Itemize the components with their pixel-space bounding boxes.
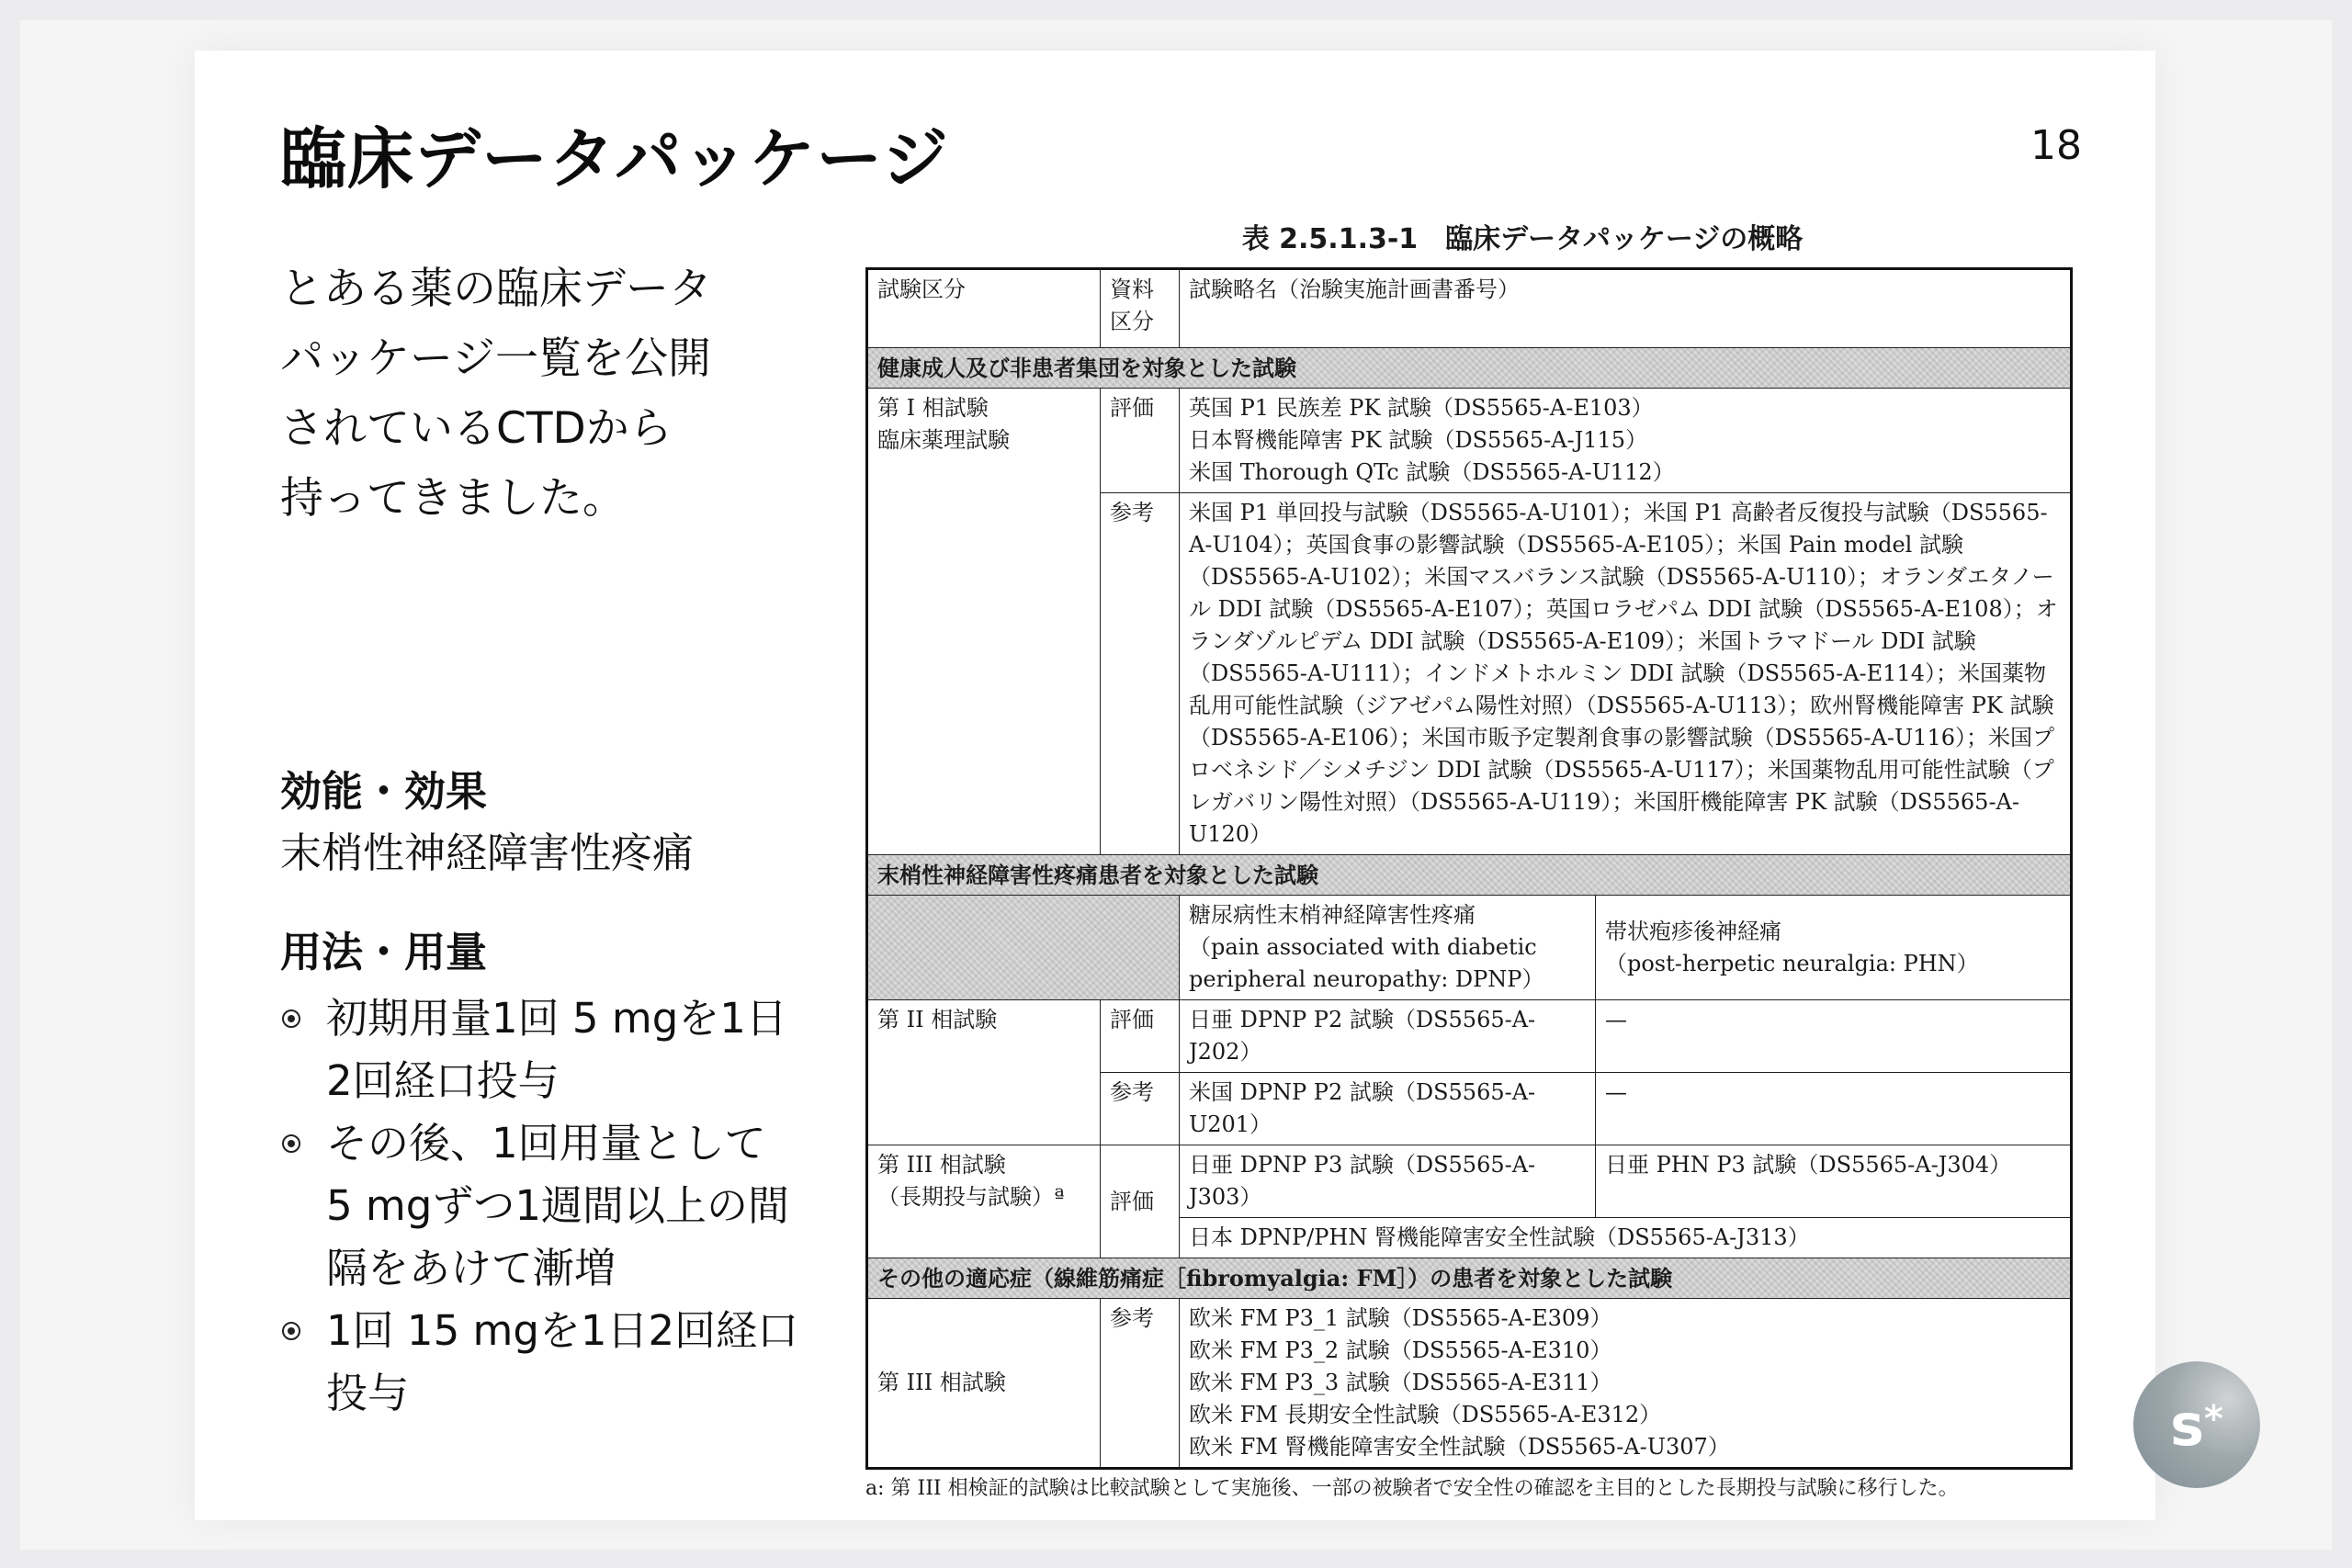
footnote-text: 第 III 相検証的試験は比較試験として実施後、一部の被験者で安全性の確認を主目的とした長期投与試験に移行した。 bbox=[890, 1477, 1959, 1500]
dosage-item bbox=[280, 1112, 850, 1300]
dosage-item bbox=[280, 1300, 850, 1425]
brand-logo-icon[interactable] bbox=[2133, 1361, 2260, 1488]
table-footnote bbox=[865, 1473, 2078, 1505]
study-item: 英国 P1 民族差 PK 試験（DS5565-A-E103） bbox=[1189, 395, 1654, 421]
data-category-cell: 評価 bbox=[1101, 389, 1180, 493]
study-item: 米国 Thorough QTc 試験（DS5565-A-U112） bbox=[1189, 459, 1675, 485]
efficacy-heading: 効能・効果 bbox=[280, 767, 488, 816]
header-text: 資料 bbox=[1110, 276, 1154, 302]
phase-cell bbox=[867, 389, 1101, 855]
indication-text: （post-herpetic neuralgia: PHN） bbox=[1605, 950, 1979, 976]
dosage-list bbox=[280, 987, 850, 1425]
header-data-category bbox=[1101, 269, 1180, 348]
scanned-table-figure bbox=[865, 216, 2087, 1505]
study-cell: — bbox=[1596, 1073, 2072, 1145]
bullet-circle-icon bbox=[282, 1322, 300, 1340]
logo-asterisk: * bbox=[2203, 1398, 2223, 1440]
hatched-empty-cell bbox=[867, 896, 1180, 1000]
dpnp-header bbox=[1180, 896, 1596, 1000]
data-category-cell: 参考 bbox=[1101, 493, 1180, 855]
indication-text: （pain associated with diabetic bbox=[1189, 934, 1537, 960]
study-list-cell bbox=[1180, 1299, 2072, 1469]
header-text: 区分 bbox=[1110, 309, 1154, 334]
study-cell: — bbox=[1596, 1000, 2072, 1073]
slide bbox=[195, 51, 2155, 1520]
table-caption: 表 2.5.1.3-1 臨床データパッケージの概略 bbox=[1241, 223, 1804, 255]
section-row bbox=[867, 348, 2072, 389]
footnote-marker: a: bbox=[865, 1477, 885, 1500]
study-cell: 日亜 PHN P3 試験（DS5565-A-J304） bbox=[1596, 1145, 2072, 1218]
study-cell: 日亜 DPNP P3 試験（DS5565-A-J303） bbox=[1180, 1145, 1596, 1218]
table-row bbox=[867, 1299, 2072, 1469]
dosage-line: 5 mgずつ1週間以上の間 bbox=[326, 1181, 789, 1230]
study-list-cell bbox=[1180, 389, 2072, 493]
study-cell: 日本 DPNP/PHN 腎機能障害安全性試験（DS5565-A-J313） bbox=[1180, 1218, 2072, 1258]
indication-text: peripheral neuropathy: DPNP） bbox=[1189, 966, 1544, 992]
phase-cell: 第 III 相試験 bbox=[867, 1299, 1101, 1469]
study-cell: 日亜 DPNP P2 試験（DS5565-A-J202） bbox=[1180, 1000, 1596, 1073]
phase-cell bbox=[867, 1145, 1101, 1258]
clinical-data-package-table bbox=[865, 267, 2073, 1470]
section-row bbox=[867, 1258, 2072, 1299]
indication-text: 糖尿病性末梢神経障害性疼痛 bbox=[1189, 902, 1476, 928]
intro-line: パッケージ一覧を公開 bbox=[280, 333, 712, 384]
header-study-name: 試験略名（治験実施計画書番号） bbox=[1180, 269, 2072, 348]
dosage-line: 1回 15 mgを1日2回経口 bbox=[326, 1306, 799, 1355]
section-title: 末梢性神経障害性疼痛患者を対象とした試験 bbox=[867, 855, 2072, 896]
study-item: 日本腎機能障害 PK 試験（DS5565-A-J115） bbox=[1189, 427, 1648, 453]
intro-line: とある薬の臨床データ bbox=[280, 264, 712, 314]
data-category-cell: 参考 bbox=[1101, 1073, 1180, 1145]
dosage-line: 2回経口投与 bbox=[326, 1056, 560, 1105]
phase-label: 第 I 相試験 bbox=[877, 395, 989, 421]
bullet-circle-icon bbox=[282, 1134, 300, 1153]
section-row bbox=[867, 855, 2072, 896]
study-list-cell: 米国 P1 単回投与試験（DS5565-A-U101）；米国 P1 高齢者反復投与試験（DS5565-A-U104）；英国食事の影響試験（DS5565-A-E105）；米国 Pain model 試験（DS5565-A-U102）；米国マスバランス試験（DS5565-A-U110）；オランダエタノール DDI 試験（DS5565-A-E107）；英国ロラゼパム DDI 試験（DS5565-A-E108）；オランダゾルピデム DDI 試験（DS5565-A-E109）；米国トラマドール DDI 試験（DS5565-A-U111）；インドメトホルミン DDI 試験（DS5565-A-E114）；米国薬物乱用可能性試験（ジアゼパム陽性対照）（DS5565-A-U113）；欧州腎機能障害 PK 試験（DS5565-A-E106）；米国市販予定製剤食事の影響試験（DS5565-A-U116）；米国プロベネシド／シメチジン DDI 試験（DS5565-A-U117）；米国薬物乱用可能性試験（プレガバリン陽性対照）（DS5565-A-U119）；米国肝機能障害 PK 試験（DS5565-A-U120） bbox=[1180, 493, 2072, 855]
section-title: 健康成人及び非患者集団を対象とした試験 bbox=[867, 348, 2072, 389]
study-item: 欧米 FM P3_1 試験（DS5565-A-E309） bbox=[1189, 1305, 1612, 1331]
data-category-cell: 評価 bbox=[1101, 1000, 1180, 1073]
indication-header-row bbox=[867, 896, 2072, 1000]
intro-text bbox=[280, 254, 795, 534]
phn-header bbox=[1596, 896, 2072, 1000]
page-number: 18 bbox=[2030, 122, 2082, 169]
section-title: その他の適応症（線維筋痛症［fibromyalgia: FM］）の患者を対象とした試験 bbox=[867, 1258, 2072, 1299]
slide-title: 臨床データパッケージ bbox=[280, 120, 949, 197]
data-category-cell: 参考 bbox=[1101, 1299, 1180, 1469]
header-study-category: 試験区分 bbox=[867, 269, 1101, 348]
table-header-row bbox=[867, 269, 2072, 348]
study-item: 欧米 FM 長期安全性試験（DS5565-A-E312） bbox=[1189, 1402, 1662, 1427]
dosage-heading: 用法・用量 bbox=[280, 928, 488, 976]
indication-text: 帯状疱疹後神経痛 bbox=[1605, 918, 1781, 944]
phase-cell: 第 II 相試験 bbox=[867, 1000, 1101, 1145]
logo-letter: s bbox=[2170, 1391, 2204, 1459]
phase-label: 臨床薬理試験 bbox=[877, 427, 1010, 453]
table-row bbox=[867, 1145, 2072, 1218]
dosage-item bbox=[280, 987, 850, 1112]
study-item: 欧米 FM 腎機能障害安全性試験（DS5565-A-U307） bbox=[1189, 1434, 1730, 1460]
efficacy-body: 末梢性神経障害性疼痛 bbox=[280, 829, 695, 877]
data-category-cell: 評価 bbox=[1101, 1145, 1180, 1258]
bullet-circle-icon bbox=[282, 1010, 300, 1028]
dosage-line: その後、1回用量として bbox=[326, 1119, 766, 1168]
dosage-line: 投与 bbox=[326, 1369, 410, 1417]
study-item: 欧米 FM P3_3 試験（DS5565-A-E311） bbox=[1189, 1370, 1612, 1395]
dosage-line: 隔をあけて漸増 bbox=[326, 1244, 616, 1292]
intro-line: 持ってきました。 bbox=[280, 473, 626, 524]
dosage-line: 初期用量1回 5 mgを1日 bbox=[326, 994, 787, 1043]
phase-label: （長期投与試験）ª bbox=[877, 1184, 1065, 1210]
table-row bbox=[867, 1000, 2072, 1073]
study-cell: 米国 DPNP P2 試験（DS5565-A-U201） bbox=[1180, 1073, 1596, 1145]
study-item: 欧米 FM P3_2 試験（DS5565-A-E310） bbox=[1189, 1337, 1612, 1363]
phase-label: 第 III 相試験 bbox=[877, 1152, 1006, 1178]
table-row bbox=[867, 389, 2072, 493]
intro-line: されているCTDから bbox=[280, 403, 673, 454]
